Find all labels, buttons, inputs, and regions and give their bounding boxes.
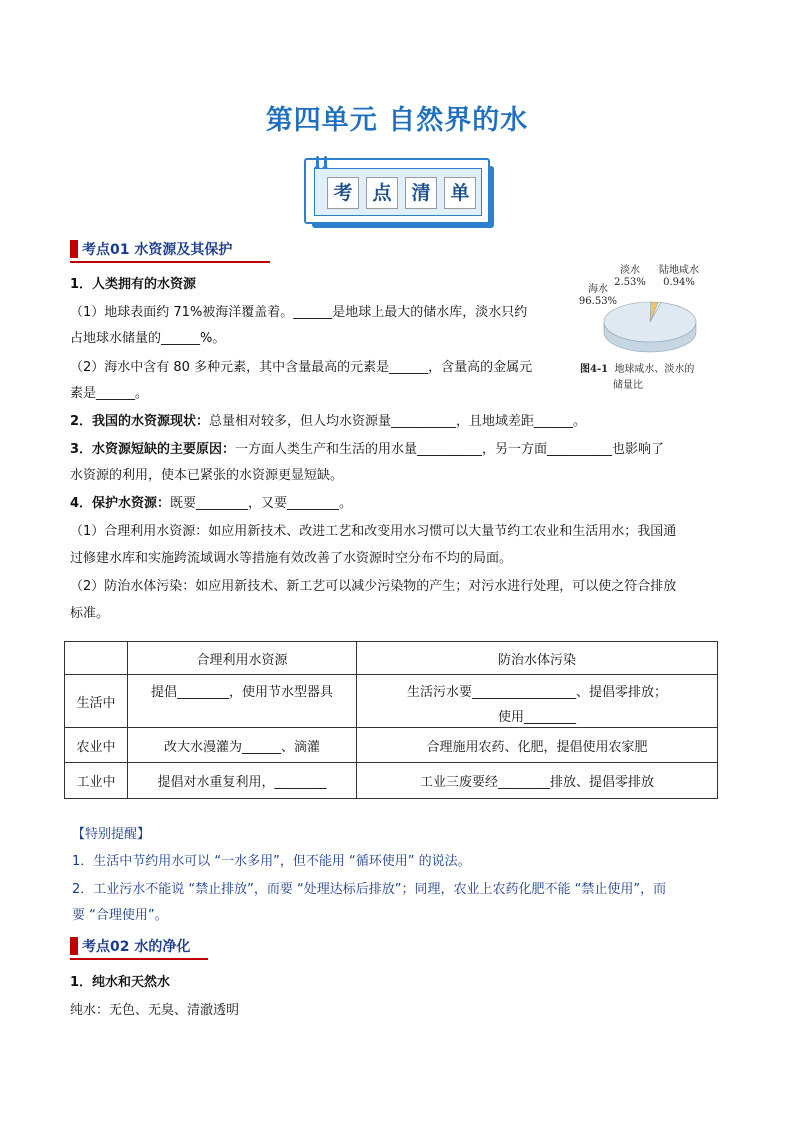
label-bold: 2．我国的水资源现状：: [70, 414, 210, 429]
section-underline: [70, 261, 270, 263]
paragraph: 占地球水储量的______%。: [70, 331, 226, 346]
badge-frame: [304, 158, 490, 224]
pie-caption-text: 地球咸水、淡水的: [614, 364, 695, 375]
paragraph-text: 一方面人类生产和生活的用水量__________，另一方面__________也影响了: [235, 442, 665, 457]
label-bold: 4．保护水资源：: [70, 496, 171, 511]
table-header-row: [65, 642, 718, 675]
pie-caption-text: 储量比: [613, 380, 643, 391]
table-row: [65, 763, 718, 799]
table-cell-line: 生活污水要________________、提倡零排放；: [406, 685, 667, 700]
reminder-title: 【特别提醒】: [72, 827, 151, 842]
label-bold: 3．水资源短缺的主要原因：: [70, 442, 236, 457]
table-cell: 工业中: [65, 763, 128, 799]
heading-pure-natural-water: 1．纯水和天然水: [70, 975, 171, 990]
paragraph: 标准。: [70, 606, 110, 621]
heading-water-resources: 1．人类拥有的水资源: [70, 277, 197, 292]
badge-char: 单: [444, 177, 476, 209]
section-heading-1: [70, 238, 270, 260]
paragraph: 纯水：无色、无臭、清澈透明: [70, 1003, 240, 1018]
section-marker: [70, 937, 78, 955]
table-cell: 工业三废要经________排放、提倡零排放: [357, 763, 718, 799]
paragraph: 水资源的利用，使本已紧张的水资源更显短缺。: [70, 468, 344, 483]
water-protection-table: [64, 641, 718, 799]
table-cell: 提倡对水重复利用，________: [128, 763, 357, 799]
pie-caption: [580, 362, 720, 394]
paragraph: [70, 441, 664, 459]
table-cell: [357, 675, 718, 728]
reminder-item: 要 “合理使用”。: [72, 908, 168, 923]
paragraph: 过修建水库和实施跨流域调水等措施有效改善了水资源时空分布不均的局面。: [70, 551, 513, 566]
page-title: 第四单元 自然界的水: [265, 105, 529, 136]
pie-slice-seawater: [604, 302, 696, 342]
pie-caption-line: [580, 362, 720, 378]
paragraph: （2）防治水体污染：如应用新技术、新工艺可以减少污染物的产生；对污水进行处理，可以使之符合排放: [70, 579, 677, 594]
reminder-item: 2．工业污水不能说 “禁止排放”，而要 “处理达标后排放”；同理，农业上农药化肥不能 “禁止使用”，而: [72, 882, 667, 897]
table-cell: 生活中: [65, 675, 128, 728]
table-cell: 合理施用农药、化肥，提倡使用农家肥: [357, 728, 718, 763]
pie-slices: [604, 302, 696, 352]
table-header-cell: 防治水体污染: [357, 642, 718, 675]
table-header-cell: [65, 642, 128, 675]
badge-char: 清: [405, 177, 437, 209]
pie-label-name: 海水: [588, 284, 608, 295]
pie-caption-num: 图4-1: [580, 364, 609, 375]
pie-label-value: 0.94%: [663, 277, 695, 288]
pie-label-land-saltwater: [654, 265, 704, 289]
table-header-cell: 合理利用水资源: [128, 642, 357, 675]
reminder-item: 1．生活中节约用水可以 “一水多用”，但不能用 “循环使用” 的说法。: [72, 854, 471, 869]
pie-label-name: 陆地咸水: [659, 265, 699, 276]
table-cell: 改大水漫灌为______、滴灌: [128, 728, 357, 763]
section-marker: [70, 240, 78, 258]
pie-label-name: 淡水: [620, 265, 640, 276]
section-badge: [304, 158, 490, 224]
table-cell-line: 使用________: [497, 710, 576, 725]
badge-char: 考: [327, 177, 359, 209]
section-heading-2: [70, 935, 208, 957]
badge-inner: [314, 168, 482, 216]
paragraph: [70, 495, 352, 513]
paragraph-text: 总量相对较多，但人均水资源量__________，且地域差距______。: [209, 414, 587, 429]
pie-label-freshwater: [612, 265, 648, 289]
paragraph-text: 既要________，又要________。: [170, 496, 353, 511]
paragraph: 素是______。: [70, 386, 149, 401]
table-cell: 提倡________，使用节水型器具: [128, 675, 357, 728]
paragraph: [70, 413, 586, 431]
table-row: [65, 728, 718, 763]
paragraph: （2）海水中含有 80 多种元素，其中含量最高的元素是______，含量高的金属元: [70, 360, 533, 375]
table-row: [65, 675, 718, 728]
pie-label-value: 2.53%: [614, 277, 646, 288]
pie-label-value: 96.53%: [578, 296, 618, 307]
section-underline: [70, 958, 208, 960]
paragraph: （1）合理利用水资源：如应用新技术、改进工艺和改变用水习惯可以大量节约工农业和生活用水；我国通: [70, 524, 677, 539]
paragraph: （1）地球表面约 71%被海洋覆盖着。______是地球上最大的储水库，淡水只约: [70, 305, 528, 320]
table-cell: 农业中: [65, 728, 128, 763]
section-title: 考点01 水资源及其保护: [82, 242, 233, 258]
badge-char: 点: [366, 177, 398, 209]
section-title: 考点02 水的净化: [82, 939, 191, 955]
